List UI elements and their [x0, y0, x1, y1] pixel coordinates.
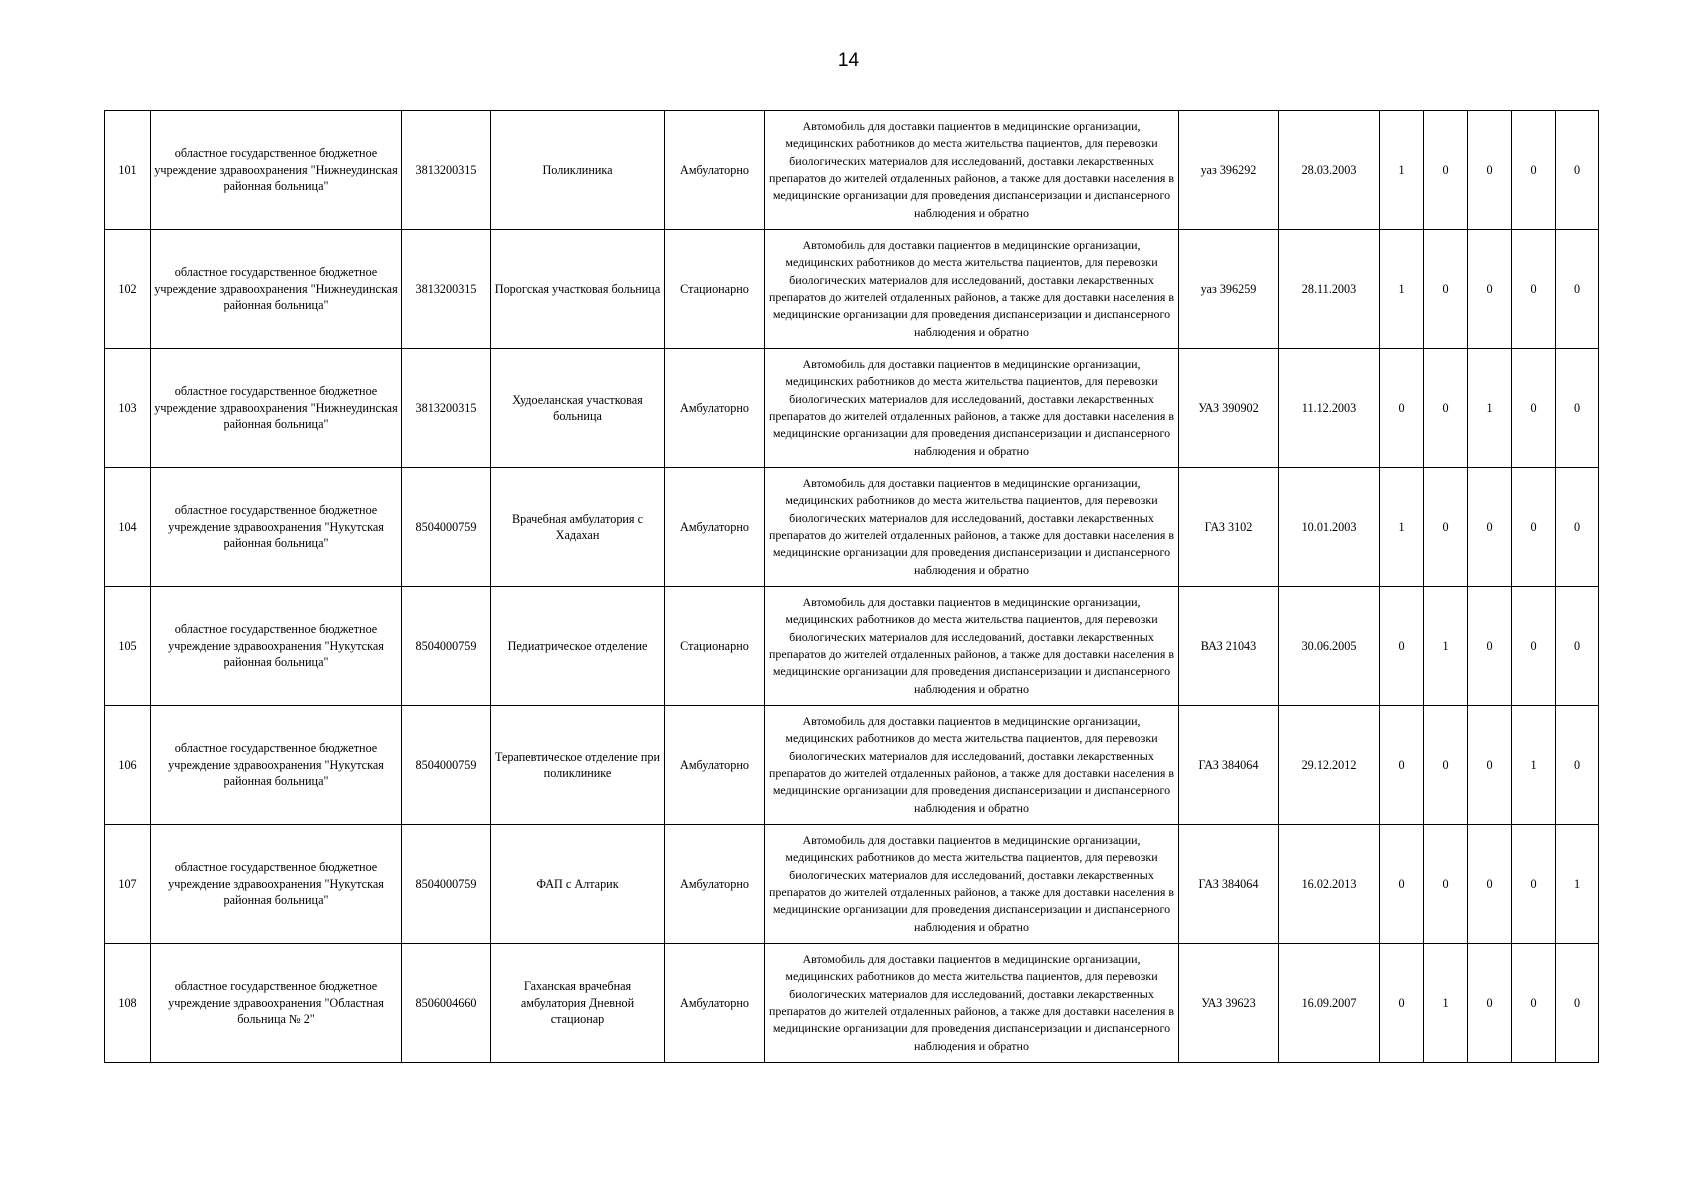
row-number-cell: 104 [105, 468, 151, 587]
count-col-5-cell: 0 [1556, 587, 1599, 706]
organization-cell: областное государственное бюджетное учреждение здравоохранения "Нукутская районная больница" [151, 706, 402, 825]
table-row [105, 230, 1599, 349]
count-col-3-cell: 0 [1468, 825, 1512, 944]
count-col-1-cell: 0 [1380, 825, 1424, 944]
count-col-1-cell: 0 [1380, 349, 1424, 468]
row-number-cell: 107 [105, 825, 151, 944]
organization-cell: областное государственное бюджетное учреждение здравоохранения "Областная больница № 2" [151, 944, 402, 1063]
subdivision-cell: Худоеланская участковая больница [491, 349, 665, 468]
count-col-4-cell: 1 [1512, 706, 1556, 825]
registration-date-cell: 11.12.2003 [1279, 349, 1380, 468]
vehicle-model-cell: ГАЗ 3102 [1179, 468, 1279, 587]
table-row [105, 587, 1599, 706]
row-number-cell: 106 [105, 706, 151, 825]
count-col-3-cell: 0 [1468, 587, 1512, 706]
inn-cell: 8504000759 [402, 587, 491, 706]
row-number-cell: 108 [105, 944, 151, 1063]
count-col-4-cell: 0 [1512, 111, 1556, 230]
vehicle-purpose-cell: Автомобиль для доставки пациентов в медицинские организации, медицинских работников до места жительства пациентов, для перевозки биологических материалов для исследований, доставки лекарственных препаратов до жителей отдаленных районов, а также для доставки населения в медицинские организации для проведения диспансеризации и диспансерного наблюдения и обратно [765, 111, 1179, 230]
count-col-2-cell: 0 [1424, 349, 1468, 468]
count-col-2-cell: 1 [1424, 587, 1468, 706]
count-col-5-cell: 0 [1556, 111, 1599, 230]
organization-cell: областное государственное бюджетное учреждение здравоохранения "Нукутская районная больница" [151, 825, 402, 944]
care-type-cell: Амбулаторно [665, 349, 765, 468]
count-col-4-cell: 0 [1512, 944, 1556, 1063]
subdivision-cell: Гаханская врачебная амбулатория Дневной стационар [491, 944, 665, 1063]
care-type-cell: Амбулаторно [665, 944, 765, 1063]
count-col-3-cell: 0 [1468, 230, 1512, 349]
table-row [105, 111, 1599, 230]
care-type-cell: Амбулаторно [665, 706, 765, 825]
vehicle-purpose-cell: Автомобиль для доставки пациентов в медицинские организации, медицинских работников до места жительства пациентов, для перевозки биологических материалов для исследований, доставки лекарственных препаратов до жителей отдаленных районов, а также для доставки населения в медицинские организации для проведения диспансеризации и диспансерного наблюдения и обратно [765, 468, 1179, 587]
subdivision-cell: Терапевтическое отделение при поликлинике [491, 706, 665, 825]
registration-date-cell: 28.11.2003 [1279, 230, 1380, 349]
registration-date-cell: 16.09.2007 [1279, 944, 1380, 1063]
care-type-cell: Амбулаторно [665, 825, 765, 944]
organization-cell: областное государственное бюджетное учреждение здравоохранения "Нукутская районная больница" [151, 468, 402, 587]
count-col-3-cell: 0 [1468, 111, 1512, 230]
table-row [105, 349, 1599, 468]
count-col-4-cell: 0 [1512, 825, 1556, 944]
organization-cell: областное государственное бюджетное учреждение здравоохранения "Нижнеудинская районная больница" [151, 111, 402, 230]
count-col-5-cell: 1 [1556, 825, 1599, 944]
inn-cell: 8504000759 [402, 825, 491, 944]
count-col-1-cell: 1 [1380, 111, 1424, 230]
count-col-4-cell: 0 [1512, 230, 1556, 349]
count-col-1-cell: 0 [1380, 706, 1424, 825]
inn-cell: 8506004660 [402, 944, 491, 1063]
count-col-1-cell: 1 [1380, 468, 1424, 587]
inn-cell: 3813200315 [402, 111, 491, 230]
vehicle-registry-table [104, 110, 1599, 1063]
inn-cell: 3813200315 [402, 230, 491, 349]
count-col-2-cell: 0 [1424, 825, 1468, 944]
vehicle-model-cell: уаз 396259 [1179, 230, 1279, 349]
count-col-5-cell: 0 [1556, 349, 1599, 468]
organization-cell: областное государственное бюджетное учреждение здравоохранения "Нукутская районная больница" [151, 587, 402, 706]
subdivision-cell: Поликлиника [491, 111, 665, 230]
subdivision-cell: ФАП с Алтарик [491, 825, 665, 944]
table-row [105, 468, 1599, 587]
count-col-5-cell: 0 [1556, 944, 1599, 1063]
row-number-cell: 102 [105, 230, 151, 349]
row-number-cell: 103 [105, 349, 151, 468]
registration-date-cell: 10.01.2003 [1279, 468, 1380, 587]
count-col-1-cell: 0 [1380, 944, 1424, 1063]
inn-cell: 3813200315 [402, 349, 491, 468]
table-body [105, 111, 1599, 1063]
vehicle-purpose-cell: Автомобиль для доставки пациентов в медицинские организации, медицинских работников до места жительства пациентов, для перевозки биологических материалов для исследований, доставки лекарственных препаратов до жителей отдаленных районов, а также для доставки населения в медицинские организации для проведения диспансеризации и диспансерного наблюдения и обратно [765, 230, 1179, 349]
vehicle-model-cell: уаз 396292 [1179, 111, 1279, 230]
count-col-4-cell: 0 [1512, 349, 1556, 468]
organization-cell: областное государственное бюджетное учреждение здравоохранения "Нижнеудинская районная больница" [151, 230, 402, 349]
organization-cell: областное государственное бюджетное учреждение здравоохранения "Нижнеудинская районная больница" [151, 349, 402, 468]
subdivision-cell: Порогская участковая больница [491, 230, 665, 349]
vehicle-purpose-cell: Автомобиль для доставки пациентов в медицинские организации, медицинских работников до места жительства пациентов, для перевозки биологических материалов для исследований, доставки лекарственных препаратов до жителей отдаленных районов, а также для доставки населения в медицинские организации для проведения диспансеризации и диспансерного наблюдения и обратно [765, 587, 1179, 706]
count-col-3-cell: 0 [1468, 706, 1512, 825]
care-type-cell: Стационарно [665, 230, 765, 349]
vehicle-purpose-cell: Автомобиль для доставки пациентов в медицинские организации, медицинских работников до места жительства пациентов, для перевозки биологических материалов для исследований, доставки лекарственных препаратов до жителей отдаленных районов, а также для доставки населения в медицинские организации для проведения диспансеризации и диспансерного наблюдения и обратно [765, 825, 1179, 944]
inn-cell: 8504000759 [402, 706, 491, 825]
registration-date-cell: 16.02.2013 [1279, 825, 1380, 944]
table-row [105, 706, 1599, 825]
care-type-cell: Стационарно [665, 587, 765, 706]
count-col-1-cell: 0 [1380, 587, 1424, 706]
vehicle-purpose-cell: Автомобиль для доставки пациентов в медицинские организации, медицинских работников до места жительства пациентов, для перевозки биологических материалов для исследований, доставки лекарственных препаратов до жителей отдаленных районов, а также для доставки населения в медицинские организации для проведения диспансеризации и диспансерного наблюдения и обратно [765, 944, 1179, 1063]
table-row [105, 825, 1599, 944]
row-number-cell: 101 [105, 111, 151, 230]
count-col-1-cell: 1 [1380, 230, 1424, 349]
count-col-3-cell: 0 [1468, 468, 1512, 587]
count-col-5-cell: 0 [1556, 468, 1599, 587]
subdivision-cell: Педиатрическое отделение [491, 587, 665, 706]
vehicle-model-cell: ГАЗ 384064 [1179, 825, 1279, 944]
care-type-cell: Амбулаторно [665, 468, 765, 587]
count-col-2-cell: 0 [1424, 468, 1468, 587]
count-col-4-cell: 0 [1512, 468, 1556, 587]
registration-date-cell: 30.06.2005 [1279, 587, 1380, 706]
count-col-3-cell: 0 [1468, 944, 1512, 1063]
care-type-cell: Амбулаторно [665, 111, 765, 230]
count-col-5-cell: 0 [1556, 230, 1599, 349]
count-col-2-cell: 0 [1424, 230, 1468, 349]
vehicle-model-cell: ГАЗ 384064 [1179, 706, 1279, 825]
count-col-5-cell: 0 [1556, 706, 1599, 825]
registration-date-cell: 28.03.2003 [1279, 111, 1380, 230]
row-number-cell: 105 [105, 587, 151, 706]
count-col-2-cell: 1 [1424, 944, 1468, 1063]
vehicle-purpose-cell: Автомобиль для доставки пациентов в медицинские организации, медицинских работников до места жительства пациентов, для перевозки биологических материалов для исследований, доставки лекарственных препаратов до жителей отдаленных районов, а также для доставки населения в медицинские организации для проведения диспансеризации и диспансерного наблюдения и обратно [765, 349, 1179, 468]
vehicle-model-cell: УАЗ 39623 [1179, 944, 1279, 1063]
inn-cell: 8504000759 [402, 468, 491, 587]
page-number: 14 [837, 50, 860, 71]
count-col-3-cell: 1 [1468, 349, 1512, 468]
count-col-4-cell: 0 [1512, 587, 1556, 706]
count-col-2-cell: 0 [1424, 111, 1468, 230]
vehicle-purpose-cell: Автомобиль для доставки пациентов в медицинские организации, медицинских работников до места жительства пациентов, для перевозки биологических материалов для исследований, доставки лекарственных препаратов до жителей отдаленных районов, а также для доставки населения в медицинские организации для проведения диспансеризации и диспансерного наблюдения и обратно [765, 706, 1179, 825]
count-col-2-cell: 0 [1424, 706, 1468, 825]
registration-date-cell: 29.12.2012 [1279, 706, 1380, 825]
vehicle-model-cell: ВАЗ 21043 [1179, 587, 1279, 706]
table-row [105, 944, 1599, 1063]
vehicle-model-cell: УАЗ 390902 [1179, 349, 1279, 468]
subdivision-cell: Врачебная амбулатория с Хадахан [491, 468, 665, 587]
